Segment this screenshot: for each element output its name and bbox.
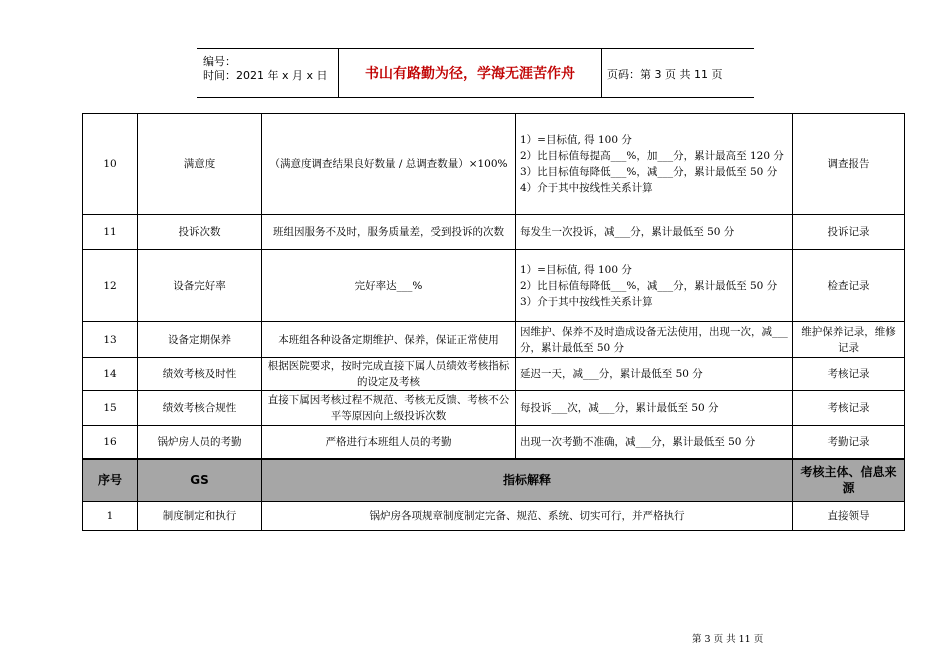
col-header-number: 序号 xyxy=(83,459,138,502)
indicator-name: 制度制定和执行 xyxy=(138,502,262,531)
scoring-rule-line: 每发生一次投诉，减___分，累计最低至 50 分 xyxy=(520,226,735,238)
scoring-rule xyxy=(516,114,793,215)
scoring-rule-line: 2）比目标值每降低___%，减___分，累计最低至 50 分 xyxy=(520,279,778,292)
scoring-rule-line: 1）=目标值, 得 100 分 xyxy=(520,263,632,276)
kpi-table xyxy=(82,113,905,531)
header-meta xyxy=(197,49,339,97)
info-source: 考勤记录 xyxy=(793,426,905,459)
table-row xyxy=(83,322,905,358)
indicator-name: 满意度 xyxy=(138,114,262,215)
col-header-source: 考核主体、信息来源 xyxy=(793,459,905,502)
info-source: 考核记录 xyxy=(793,358,905,391)
gs-header-row xyxy=(83,459,905,502)
scoring-rule-line: 出现一次考勤不准确，减___分，累计最低至 50 分 xyxy=(520,435,756,448)
code-label: 编号： xyxy=(203,55,236,68)
scoring-rule xyxy=(516,426,793,459)
scoring-rule-line: 3）比目标值每降低___%，减___分，累计最低至 50 分 xyxy=(520,166,778,178)
col-header-explain: 指标解释 xyxy=(262,459,793,502)
indicator-name: 绩效考核合规性 xyxy=(138,391,262,426)
row-number: 16 xyxy=(83,426,138,459)
row-number: 13 xyxy=(83,322,138,358)
scoring-rule xyxy=(516,391,793,426)
table-row xyxy=(83,426,905,459)
info-source: 直接领导 xyxy=(793,502,905,531)
scoring-rule-line: 因维护、保养不及时造成设备无法使用，出现一次，减___分，累计最低至 50 分 xyxy=(520,325,788,354)
indicator-name: 锅炉房人员的考勤 xyxy=(138,426,262,459)
indicator-formula: 根据医院要求，按时完成直接下属人员绩效考核指标的设定及考核 xyxy=(262,358,516,391)
row-number: 11 xyxy=(83,215,138,250)
table-row xyxy=(83,250,905,322)
table-row xyxy=(83,391,905,426)
col-header-gs: GS xyxy=(138,459,262,502)
indicator-formula: 严格进行本班组人员的考勤 xyxy=(262,426,516,459)
scoring-rule xyxy=(516,358,793,391)
scoring-rule-line: 1）=目标值, 得 100 分 xyxy=(520,134,632,146)
info-source: 调查报告 xyxy=(793,114,905,215)
scoring-rule xyxy=(516,322,793,358)
time-label: 时间：2021 年 x 月 x 日 xyxy=(203,69,328,82)
scoring-rule xyxy=(516,250,793,322)
indicator-formula: （满意度调查结果良好数量 / 总调查数量）×100% xyxy=(262,114,516,215)
indicator-formula: 完好率达___% xyxy=(262,250,516,322)
scoring-rule-line: 每投诉___次，减___分，累计最低至 50 分 xyxy=(520,402,719,414)
table-row xyxy=(83,215,905,250)
info-source: 投诉记录 xyxy=(793,215,905,250)
indicator-formula: 本班组各种设备定期维护、保养，保证正常使用 xyxy=(262,322,516,358)
table-row xyxy=(83,358,905,391)
page-header xyxy=(197,48,754,98)
indicator-name: 投诉次数 xyxy=(138,215,262,250)
scoring-rule-line: 延迟一天，减___分，累计最低至 50 分 xyxy=(520,368,703,380)
table-row xyxy=(83,502,905,531)
info-source: 检查记录 xyxy=(793,250,905,322)
row-number: 1 xyxy=(83,502,138,531)
info-source: 考核记录 xyxy=(793,391,905,426)
indicator-name: 设备完好率 xyxy=(138,250,262,322)
indicator-explain: 锅炉房各项规章制度制定完备、规范、系统、切实可行，并严格执行 xyxy=(262,502,793,531)
scoring-rule-line: 3）介于其中按线性关系计算 xyxy=(520,295,653,308)
indicator-formula: 直接下属因考核过程不规范、考核无反馈、考核不公平等原因向上级投诉次数 xyxy=(262,391,516,426)
row-number: 12 xyxy=(83,250,138,322)
page-footer: 第 3 页 共 11 页 xyxy=(692,634,764,645)
row-number: 14 xyxy=(83,358,138,391)
info-source: 维护保养记录，维修记录 xyxy=(793,322,905,358)
scoring-rule-line: 4）介于其中按线性关系计算 xyxy=(520,182,653,194)
scoring-rule-line: 2）比目标值每提高___%，加___分，累计最高至 120 分 xyxy=(520,150,784,162)
scoring-rule xyxy=(516,215,793,250)
indicator-formula: 班组因服务不及时，服务质量差，受到投诉的次数 xyxy=(262,215,516,250)
motto: 书山有路勤为径，学海无涯苦作舟 xyxy=(339,49,602,97)
indicator-name: 设备定期保养 xyxy=(138,322,262,358)
indicator-name: 绩效考核及时性 xyxy=(138,358,262,391)
table-row xyxy=(83,114,905,215)
row-number: 10 xyxy=(83,114,138,215)
page-label: 页码：第 3 页 共 11 页 xyxy=(607,68,723,81)
row-number: 15 xyxy=(83,391,138,426)
